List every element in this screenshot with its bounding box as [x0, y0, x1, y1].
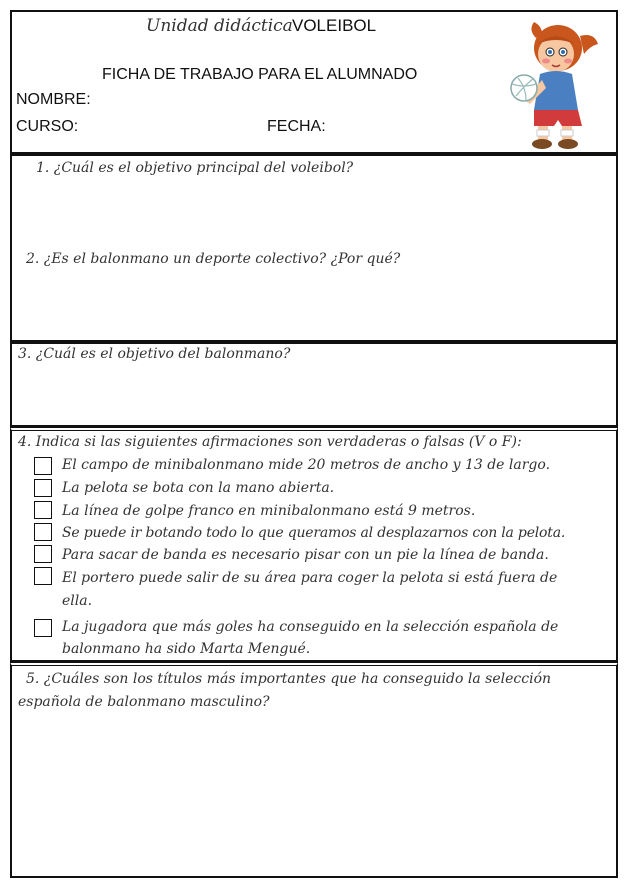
date-label: FECHA:: [267, 118, 326, 135]
name-label: NOMBRE:: [16, 91, 91, 108]
statement-2-checkbox[interactable]: [34, 479, 52, 497]
statement-2-text: La pelota se bota con la mano abierta.: [62, 480, 335, 496]
question-3: 3. ¿Cuál es el objetivo del balonmano?: [18, 346, 291, 362]
question-5-line-1: 5. ¿Cuáles son los títulos más importantes que ha conseguido la selección: [26, 671, 552, 687]
unit-name: VOLEIBOL: [292, 16, 377, 35]
statement-5-checkbox[interactable]: [34, 545, 52, 563]
statement-6-text: El portero puede salir de su área para coger la pelota si está fuera de: [62, 570, 558, 586]
question-5-section: [10, 662, 618, 878]
statement-7-text-cont: balonmano ha sido Marta Mengué.: [62, 641, 311, 657]
sheet-title: FICHA DE TRABAJO PARA EL ALUMNADO: [102, 66, 418, 83]
statement-7-checkbox[interactable]: [34, 619, 52, 637]
unit-label: Unidad didáctica: [146, 16, 293, 36]
statement-3-checkbox[interactable]: [34, 501, 52, 519]
question-5-line-2: española de balonmano masculino?: [18, 694, 270, 710]
statement-4-checkbox[interactable]: [34, 523, 52, 541]
question-4: 4. Indica si las siguientes afirmaciones son verdaderas o falsas (V o F):: [18, 434, 522, 450]
question-2: 2. ¿Es el balonmano un deporte colectivo? ¿Por qué?: [26, 251, 401, 267]
statement-6-checkbox[interactable]: [34, 567, 52, 585]
questions-1-2-section: [10, 154, 618, 342]
girl-playing-volleyball-icon: [506, 18, 602, 152]
statement-1-checkbox[interactable]: [34, 457, 52, 475]
question-1: 1. ¿Cuál es el objetivo principal del voleibol?: [36, 160, 354, 176]
question-3-section: [10, 342, 618, 427]
question-4-section: [10, 427, 618, 662]
statement-3-text: La línea de golpe franco en minibalonmano está 9 metros.: [62, 503, 476, 519]
statement-6-text-cont: ella.: [62, 593, 93, 609]
statement-7-text: La jugadora que más goles ha conseguido en la selección española de: [62, 619, 559, 635]
statement-5-text: Para sacar de banda es necesario pisar con un pie la línea de banda.: [62, 547, 549, 563]
course-label: CURSO:: [16, 118, 79, 135]
statement-1-text: El campo de minibalonmano mide 20 metros de ancho y 13 de largo.: [62, 457, 551, 473]
header-section: [10, 10, 618, 154]
statement-4-text: Se puede ir botando todo lo que queramos al desplazarnos con la pelota.: [62, 525, 566, 541]
